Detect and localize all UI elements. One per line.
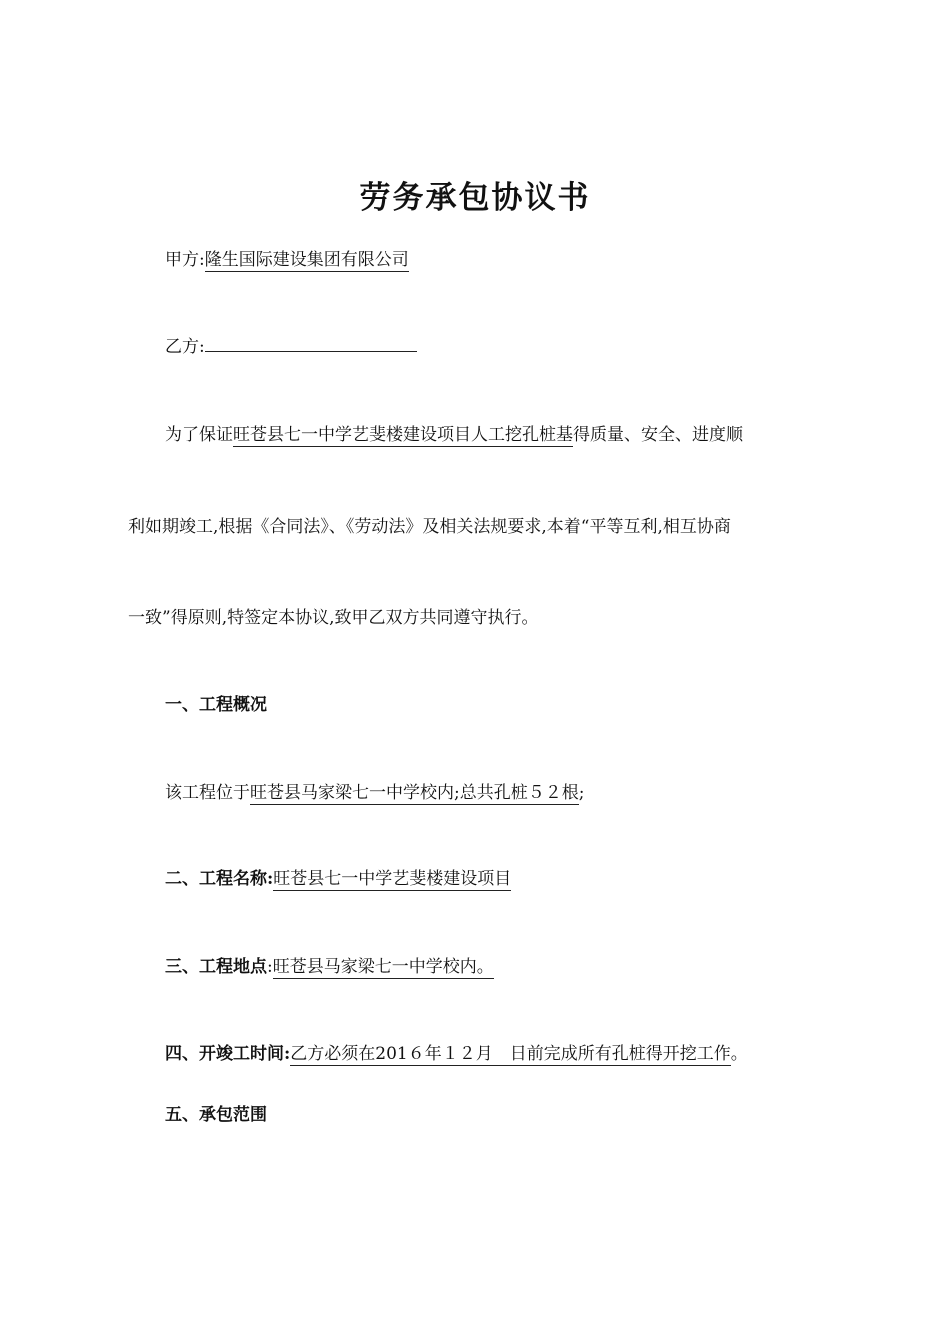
section-1-value: 旺苍县马家梁七一中学校内;总共孔桩５２根 xyxy=(250,783,579,803)
section-4-heading: 四、开竣工时间: xyxy=(165,1044,291,1064)
section-5-heading: 五、承包范围 xyxy=(165,1105,267,1125)
section-4-line xyxy=(165,1039,748,1064)
party-a-line xyxy=(165,245,409,270)
document-title: 劳务承包协议书 xyxy=(359,180,591,216)
party-b-label: 乙方: xyxy=(165,337,205,357)
party-a-value: 隆生国际建设集团有限公司 xyxy=(204,250,409,270)
preamble-line-1 xyxy=(165,420,743,445)
section-3-colon: : xyxy=(267,957,273,977)
preamble-project: 旺苍县七一中学艺斐楼建设项目人工挖孔桩基 xyxy=(233,425,573,445)
preamble-line-2: 利如期竣工,根据《合同法》、《劳动法》及相关法规要求,本着“平等互利,相互协商 xyxy=(128,517,731,537)
section-1-suffix: ; xyxy=(578,783,585,803)
section-3-heading: 三、工程地点 xyxy=(165,957,267,977)
preamble-line-3: 一致”得原则,特签定本协议,致甲乙双方共同遵守执行。 xyxy=(128,608,539,628)
preamble-prefix: 为了保证 xyxy=(165,425,233,445)
section-4-suffix: 。 xyxy=(730,1044,748,1064)
preamble-suffix: 得质量、安全、进度顺 xyxy=(573,425,743,445)
party-b-blank xyxy=(205,335,417,352)
section-3-line xyxy=(165,952,494,977)
section-2-value: 旺苍县七一中学艺斐楼建设项目 xyxy=(273,869,512,889)
section-4-value: 乙方必须在201６年１２月 日前完成所有孔桩得开挖工作 xyxy=(290,1044,731,1064)
party-a-label: 甲方: xyxy=(165,250,205,270)
party-b-line xyxy=(165,332,417,357)
section-1-heading: 一、工程概况 xyxy=(165,695,267,715)
section-1-prefix: 该工程位于 xyxy=(165,783,250,803)
section-3-value: 旺苍县马家梁七一中学校内。 xyxy=(272,957,494,977)
section-2-heading: 二、工程名称: xyxy=(165,869,274,889)
section-1-body xyxy=(165,778,584,803)
section-2-line xyxy=(165,864,511,889)
